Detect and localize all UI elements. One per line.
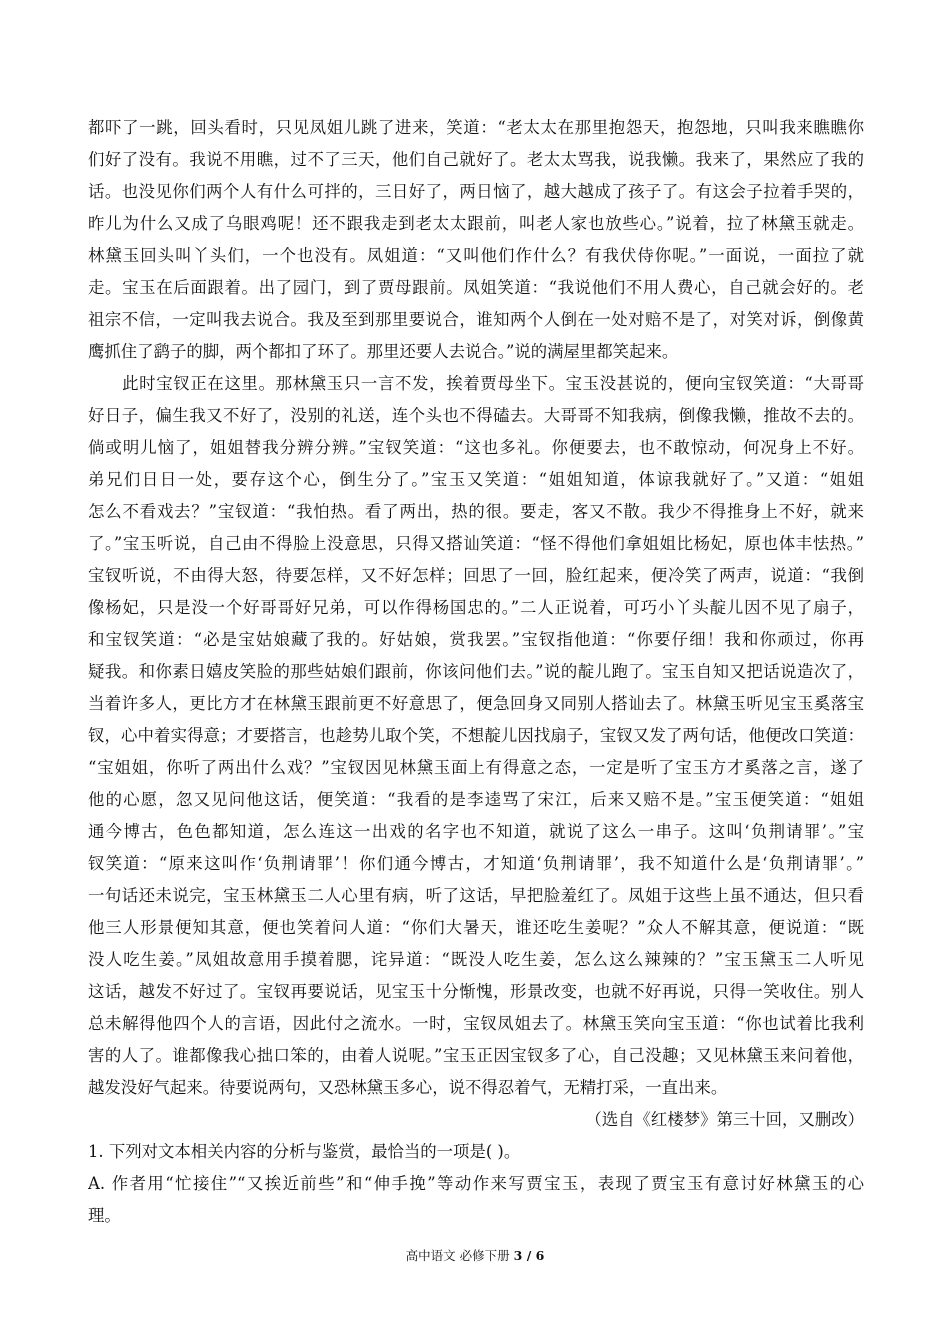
text-line: “宝姐姐，你听了两出什么戏？”宝钗因见林黛玉面上有得意之态，一定是听了宝玉方才奚落之言，遂了 (88, 758, 864, 777)
text-line: 害的人了。谁都像我心拙口笨的，由着人说呢。”宝玉正因宝钗多了心，自己没趣；又见林黛玉来问着他， (88, 1046, 864, 1065)
text-line: 好日子，偏生我又不好了，没别的礼送，连个头也不得磕去。大哥哥不知我病，倒像我懒，推故不去的。 (88, 406, 864, 425)
paragraph-2 (88, 368, 864, 1104)
text-line: 钗笑道：“原来这叫作‘负荆请罪’！你们通今博古，才知道‘负荆请罪’，我不知道什么是‘负荆请罪’。” (88, 854, 864, 873)
option-a-line: A. 作者用“忙接住”“又挨近前些”和“伸手挽”等动作来写贾宝玉，表现了贾宝玉有意讨好林黛玉的心 (88, 1174, 864, 1193)
text-line: 他的心愿，忽又见问他这话，便笑道：“我看的是李逵骂了宋江，后来又赔不是。”宝玉便笑道：“姐姐 (88, 790, 864, 809)
text-line: 了。”宝玉听说，自己由不得脸上没意思，只得又搭讪笑道：“怪不得他们拿姐姐比杨妃，原也体丰怯热。” (88, 534, 864, 553)
text-line: 这话，越发不好过了。宝钗再要说话，见宝玉十分惭愧，形景改变，也就不好再说，只得一笑收住。别人 (88, 982, 864, 1001)
question-1 (88, 1136, 864, 1232)
text-line: 越发没好气起来。待要说两句，又恐林黛玉多心，说不得忍着气，无精打采，一直出来。 (88, 1078, 728, 1097)
text-line: 他三人形景便知其意，便也笑着问人道：“你们大暑天，谁还吃生姜呢？”众人不解其意，便说道：“既 (88, 918, 864, 937)
text-line: 祖宗不信，一定叫我去说合。我及至到那里要说合，谁知两个人倒在一处对赔不是了，对笑对诉，倒像黄 (88, 310, 864, 329)
text-line: 怎么不看戏去？”宝钗道：“我怕热。看了两出，热的很。要走，客又不散。我少不得推身上不好，就来 (88, 502, 864, 521)
page-footer (0, 1246, 950, 1266)
page-number: 3 / 6 (513, 1248, 545, 1263)
text-line: 和宝钗笑道：“必是宝姑娘藏了我的。好姑娘，赏我罢。”宝钗指他道：“你要仔细！我和你顽过，你再 (88, 630, 864, 649)
footer-label: 高中语文 必修下册 (405, 1248, 510, 1263)
text-line: 走。宝玉在后面跟着。出了园门，到了贾母跟前。凤姐笑道：“我说他们不用人费心，自己就会好的。老 (88, 278, 864, 297)
document-body (88, 112, 864, 1232)
text-line: 都吓了一跳，回头看时，只见凤姐儿跳了进来，笑道：“老太太在那里抱怨天，抱怨地，只叫我来瞧瞧你 (88, 118, 864, 137)
text-line: 此时宝钗正在这里。那林黛玉只一言不发，挨着贾母坐下。宝玉没甚说的，便向宝钗笑道：“大哥哥 (88, 374, 864, 393)
text-line: 通今博古，色色都知道，怎么连这一出戏的名字也不知道，就说了这么一串子。这叫‘负荆请罪’。”宝 (88, 822, 864, 841)
text-line: 鹰抓住了鹞子的脚，两个都扣了环了。那里还要人去说合。”说的满屋里都笑起来。 (88, 342, 679, 361)
text-line: 话。也没见你们两个人有什么可拌的，三日好了，两日恼了，越大越成了孩子了。有这会子拉着手哭的， (88, 182, 864, 201)
text-line: 昨儿为什么又成了乌眼鸡呢！还不跟我走到老太太跟前，叫老人家也放些心。”说着，拉了林黛玉就走。 (88, 214, 864, 233)
text-line: 们好了没有。我说不用瞧，过不了三天，他们自己就好了。老太太骂我，说我懒。我来了，果然应了我的 (88, 150, 864, 169)
paragraph-1 (88, 112, 864, 368)
text-line: 林黛玉回头叫丫头们，一个也没有。凤姐道：“又叫他们作什么？有我伏侍你呢。”一面说，一面拉了就 (88, 246, 864, 265)
text-line: 一句话还未说完，宝玉林黛玉二人心里有病，听了这话，早把脸羞红了。凤姐于这些上虽不通达，但只看 (88, 886, 864, 905)
option-a-line: 理。 (88, 1206, 121, 1225)
text-line: 当着许多人，更比方才在林黛玉跟前更不好意思了，便急回身又同别人搭讪去了。林黛玉听见宝玉奚落宝 (88, 694, 864, 713)
text-line: 宝钗听说，不由得大怒，待要怎样，又不好怎样；回思了一回，脸红起来，便冷笑了两声，说道：“我倒 (88, 566, 864, 585)
text-line: 弟兄们日日一处，要存这个心，倒生分了。”宝玉又笑道：“姐姐知道，体谅我就好了。”又道：“姐姐 (88, 470, 864, 489)
text-line: 总未解得他四个人的言语，因此付之流水。一时，宝钗凤姐去了。林黛玉笑向宝玉道：“你也试着比我利 (88, 1014, 864, 1033)
text-line: 疑我。和你素日嬉皮笑脸的那些姑娘们跟前，你该问他们去。”说的靛儿跑了。宝玉自知又把话说造次了， (88, 662, 864, 681)
text-line: 像杨妃，只是没一个好哥哥好兄弟，可以作得杨国忠的。”二人正说着，可巧小丫头靛儿因不见了扇子， (88, 598, 864, 617)
source-citation: （选自《红楼梦》第三十回，又删改） (585, 1110, 864, 1129)
text-line: 钗，心中着实得意；才要搭言，也趁势儿取个笑，不想靛儿因找扇子，宝钗又发了两句话，他便改口笑道： (88, 726, 864, 745)
text-line: 倘或明儿恼了，姐姐替我分辨分辨。”宝钗笑道：“这也多礼。你便要去，也不敢惊动，何况身上不好。 (88, 438, 864, 457)
question-stem: 1. 下列对文本相关内容的分析与鉴赏，最恰当的一项是( )。 (88, 1142, 521, 1161)
text-line: 没人吃生姜。”凤姐故意用手摸着腮，诧异道：“既没人吃生姜，怎么这么辣辣的？”宝玉黛玉二人听见 (88, 950, 864, 969)
